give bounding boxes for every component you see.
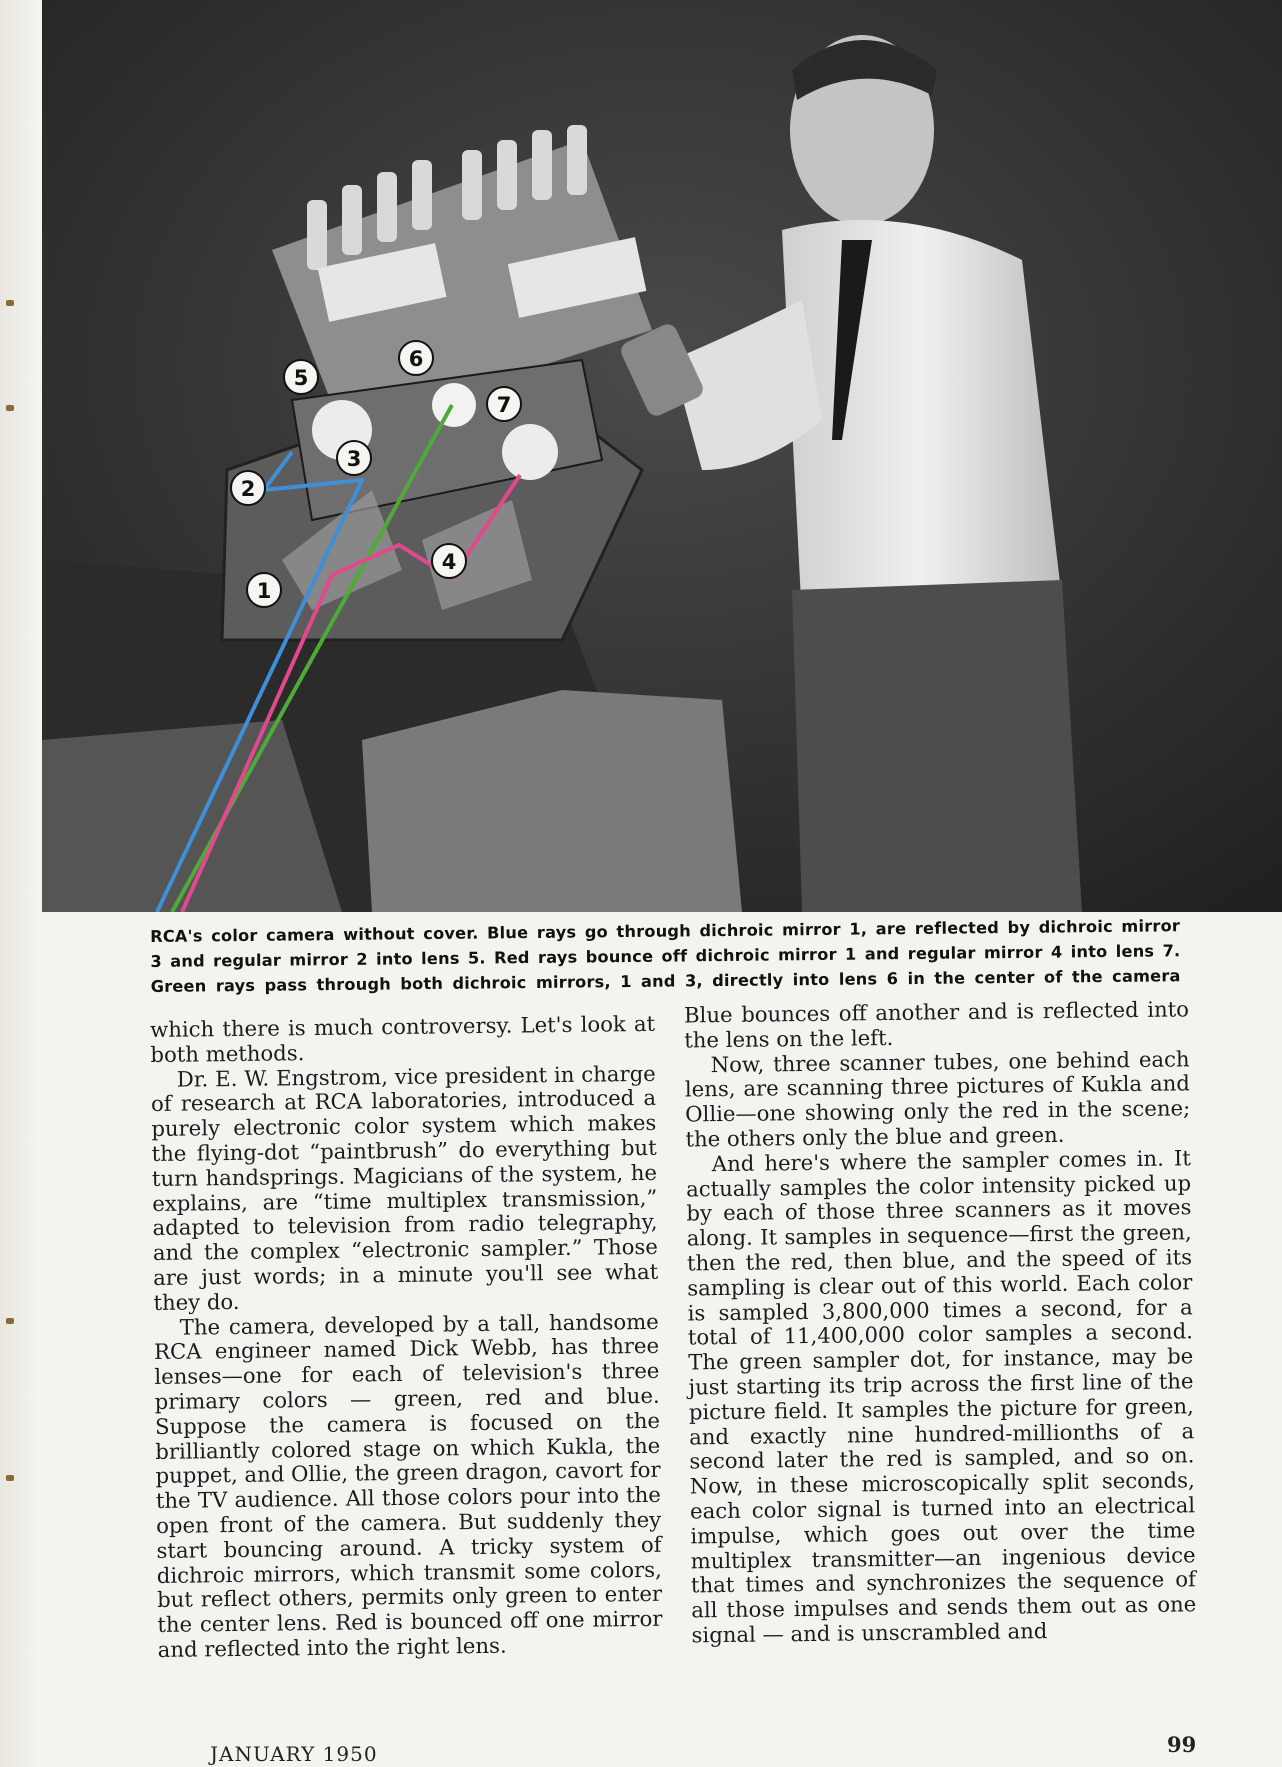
page-edge [0, 0, 38, 1767]
right-column [684, 997, 1197, 1648]
callout-2 [231, 471, 265, 505]
man-shirt [782, 220, 1062, 620]
article-body [149, 996, 1208, 1718]
margin-mark [6, 1475, 14, 1481]
callout-6 [399, 341, 433, 375]
left-column [150, 1012, 663, 1663]
margin-mark [6, 405, 14, 411]
margin-mark [6, 1318, 14, 1324]
issue-date: JANUARY 1950 [210, 1742, 378, 1766]
caption-line: RCA's color camera without cover. Blue rays go through dichroic mirror 1, are reflected by dichroic mirror [150, 916, 1181, 946]
camera-photo [42, 0, 1282, 912]
caption-line: 3 and regular mirror 2 into lens 5. Red rays bounce off dichroic mirror 1 and regular mirror 4 into lens 7. [150, 941, 1181, 971]
paragraph: Now, three scanner tubes, one behind each lens, are scanning three pictures of Kukla and Ollie—one showing only the red in the scene; the others only the blue and green. [684, 1045, 1191, 1152]
callout-5 [284, 360, 318, 394]
callout-label: 4 [441, 550, 457, 574]
photo-caption [150, 913, 1181, 999]
paragraph: And here's where the sampler comes in. It actually samples the color intensity picked up by each of those three scanners as it moves along. It samples in sequence—first the green, then the red, then blue, and the speed of its sampling is clear out of this world. Each color is sampled 3,800,000 times a second, for a total of 11,400,000 color samples a second. The green sampler dot, for instance, may be just starting its trip across the first line of the picture field. It samples the picture for green, and exactly nine hundred-millionths of a second later the red is sampled, and so on. Now, in these microscopically split seconds, each color signal is turned into an electrical impulse, which goes out over the time multiplex transmitter—an ingenious device that times and synchronizes the sequence of all those impulses and sends them out as one signal — and is unscrambled and [685, 1145, 1197, 1648]
callout-label: 7 [496, 393, 512, 417]
caption-line: Green rays pass through both dichroic mirrors, 1 and 3, directly into lens 6 in the center of the camera [150, 966, 1181, 996]
camera-photo-illustration [42, 0, 1282, 912]
callout-label: 6 [408, 347, 424, 371]
paragraph: Blue bounces off another and is reflected into the lens on the left. [683, 996, 1190, 1053]
paragraph: Dr. E. W. Engstrom, vice president in charge of research at RCA laboratories, introduced a purely electronic color system which makes the flying-dot “paintbrush” do everything but turn handsprings. Magicians of the system, he explains, are “time multiplex transmission,” adapted to television from radio telegraphy, and the complex “electronic sampler.” Those are just words; in a minute you'll see what they do. [150, 1060, 659, 1315]
paragraph: The camera, developed by a tall, handsome RCA engineer named Dick Webb, has three lenses—one for each of television's three primary colors — green, red and blue. Suppose the camera is focused on the brilliantly colored stage on which Kukla, the puppet, and Ollie, the green dragon, cavort for the TV audience. All those colors pour into the open front of the camera. But suddenly they start bouncing around. A tricky system of dichroic mirrors, which transmit some colors, but reflect others, permits only green to enter the center lens. Red is bounced off one mirror and reflected into the right lens. [153, 1308, 663, 1662]
man-trousers [792, 580, 1082, 912]
callout-3 [337, 441, 371, 475]
lens-7 [502, 424, 558, 480]
callout-label: 1 [256, 579, 272, 603]
callout-label: 5 [293, 366, 309, 390]
callout-label: 2 [240, 477, 256, 501]
callout-7 [487, 387, 521, 421]
callout-4 [432, 544, 466, 578]
paragraph: which there is much controversy. Let's look at both methods. [149, 1010, 656, 1067]
callout-1 [247, 573, 281, 607]
callout-label: 3 [346, 447, 362, 471]
lens-6 [432, 383, 476, 427]
page-number: 99 [1167, 1732, 1197, 1757]
margin-mark [6, 300, 14, 306]
